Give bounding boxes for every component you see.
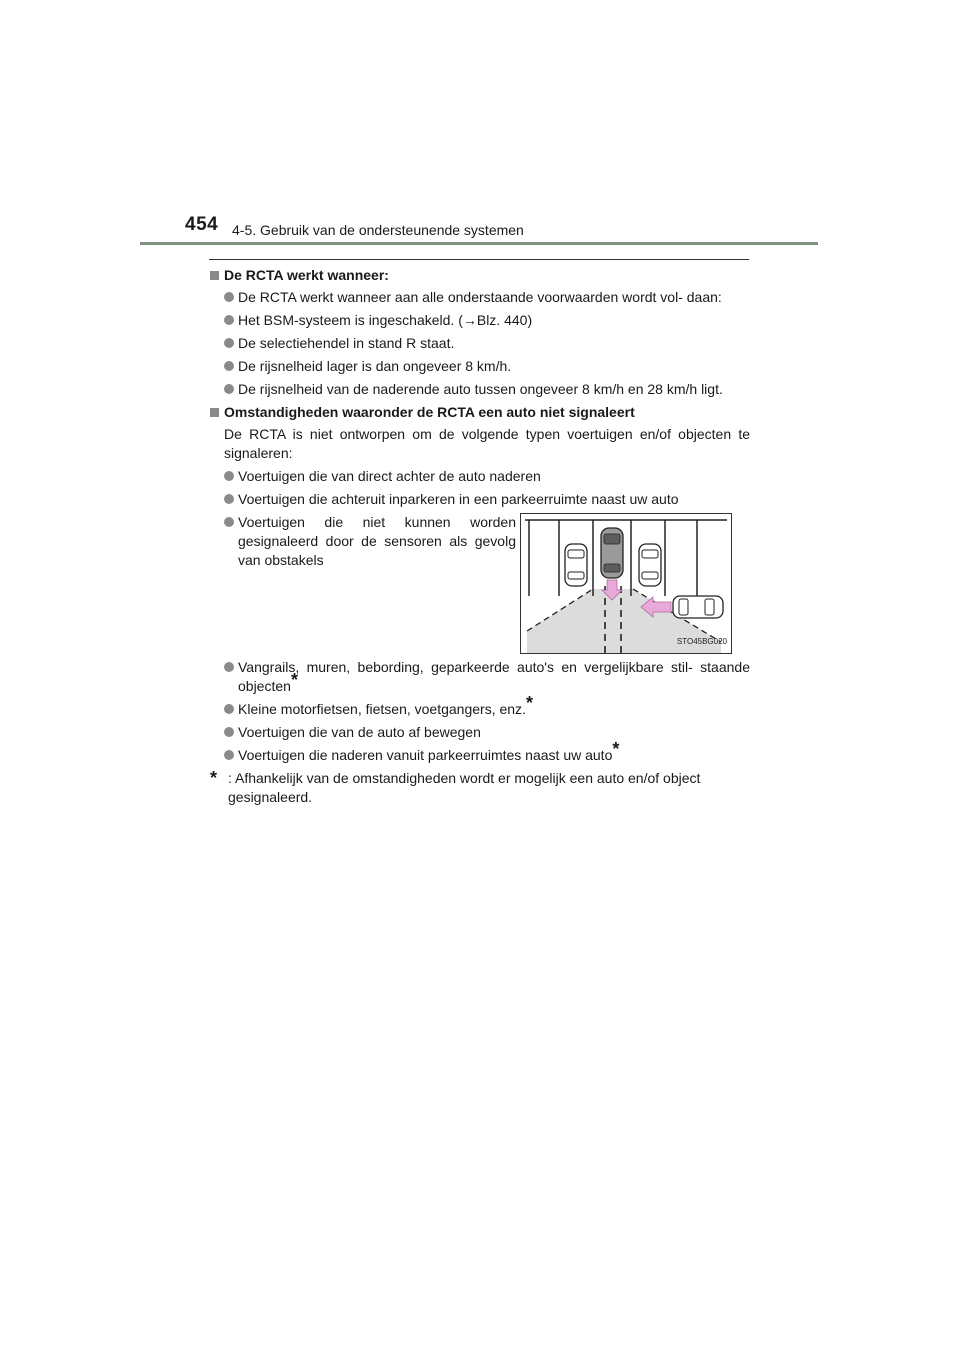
bullet-dot-icon	[224, 384, 234, 394]
bullet-dot-icon	[224, 338, 234, 348]
left-detection-zone	[527, 589, 605, 653]
bullet-dot-icon	[224, 750, 234, 760]
footnote-marker: *	[210, 768, 218, 788]
own-car	[601, 528, 623, 578]
bullet-dot-icon	[224, 315, 234, 325]
list-item: Het BSM-systeem is ingeschakeld. (→Blz. 440)	[210, 311, 750, 330]
list-item: Voertuigen die van direct achter de auto naderen	[210, 467, 750, 486]
list-item: De rijsnelheid van de naderende auto tussen ongeveer 8 km/h en 28 km/h ligt.	[210, 380, 750, 399]
bullet-dot-icon	[224, 471, 234, 481]
bullet-dot-icon	[224, 494, 234, 504]
list-item: De RCTA werkt wanneer aan alle onderstaande voorwaarden wordt vol- daan:	[210, 288, 750, 307]
intro-paragraph: De RCTA is niet ontworpen om de volgende typen voertuigen en/of objecten te signaleren:	[224, 426, 750, 461]
list-item: De selectiehendel in stand R staat.	[210, 334, 750, 353]
page-number: 454	[185, 214, 219, 235]
list-item: Vangrails, muren, bebording, geparkeerde auto's en vergelijkbare stil- staande objecten*	[210, 658, 750, 696]
list-item: Voertuigen die naderen vanuit parkeerruimtes naast uw auto*	[210, 746, 750, 765]
list-item: Kleine motorfietsen, fietsen, voetgangers, enz.*	[210, 700, 750, 719]
parked-car-right	[639, 544, 661, 586]
list-item: Voertuigen die niet kunnen worden gesignaleerd door de sensoren als gevolg van obstakels	[210, 513, 516, 570]
bullet-dot-icon	[224, 704, 234, 714]
footnote-marker: *	[525, 693, 533, 713]
section-heading: De RCTA werkt wanneer:	[210, 266, 750, 285]
figure-code: STO45BG020	[676, 637, 727, 646]
header-rule	[140, 242, 818, 245]
footnote-text: : Afhankelijk van de omstandigheden wordt er mogelijk een auto en/of object gesignaleerd.	[228, 770, 701, 805]
figure-row	[210, 513, 750, 654]
approaching-car	[673, 596, 723, 618]
footnote-marker: *	[290, 670, 298, 690]
parking-illustration	[520, 513, 732, 654]
page-content	[210, 262, 750, 807]
bullet-dot-icon	[224, 727, 234, 737]
bullet-dot-icon	[224, 361, 234, 371]
square-bullet-icon	[210, 408, 219, 417]
footnote-marker: *	[612, 739, 620, 759]
square-bullet-icon	[210, 271, 219, 280]
list-item: De rijsnelheid lager is dan ongeveer 8 km/h.	[210, 357, 750, 376]
bullet-dot-icon	[224, 662, 234, 672]
footnote	[210, 769, 750, 807]
bullet-dot-icon	[224, 517, 234, 527]
section-heading: Omstandigheden waaronder de RCTA een auto niet signaleert	[210, 403, 750, 422]
list-item: Voertuigen die van de auto af bewegen	[210, 723, 750, 742]
content-top-rule	[209, 259, 749, 260]
section-title: 4-5. Gebruik van de ondersteunende systemen	[232, 222, 524, 238]
parked-car-left	[565, 544, 587, 586]
list-item: Voertuigen die achteruit inparkeren in een parkeerruimte naast uw auto	[210, 490, 750, 509]
bullet-dot-icon	[224, 292, 234, 302]
